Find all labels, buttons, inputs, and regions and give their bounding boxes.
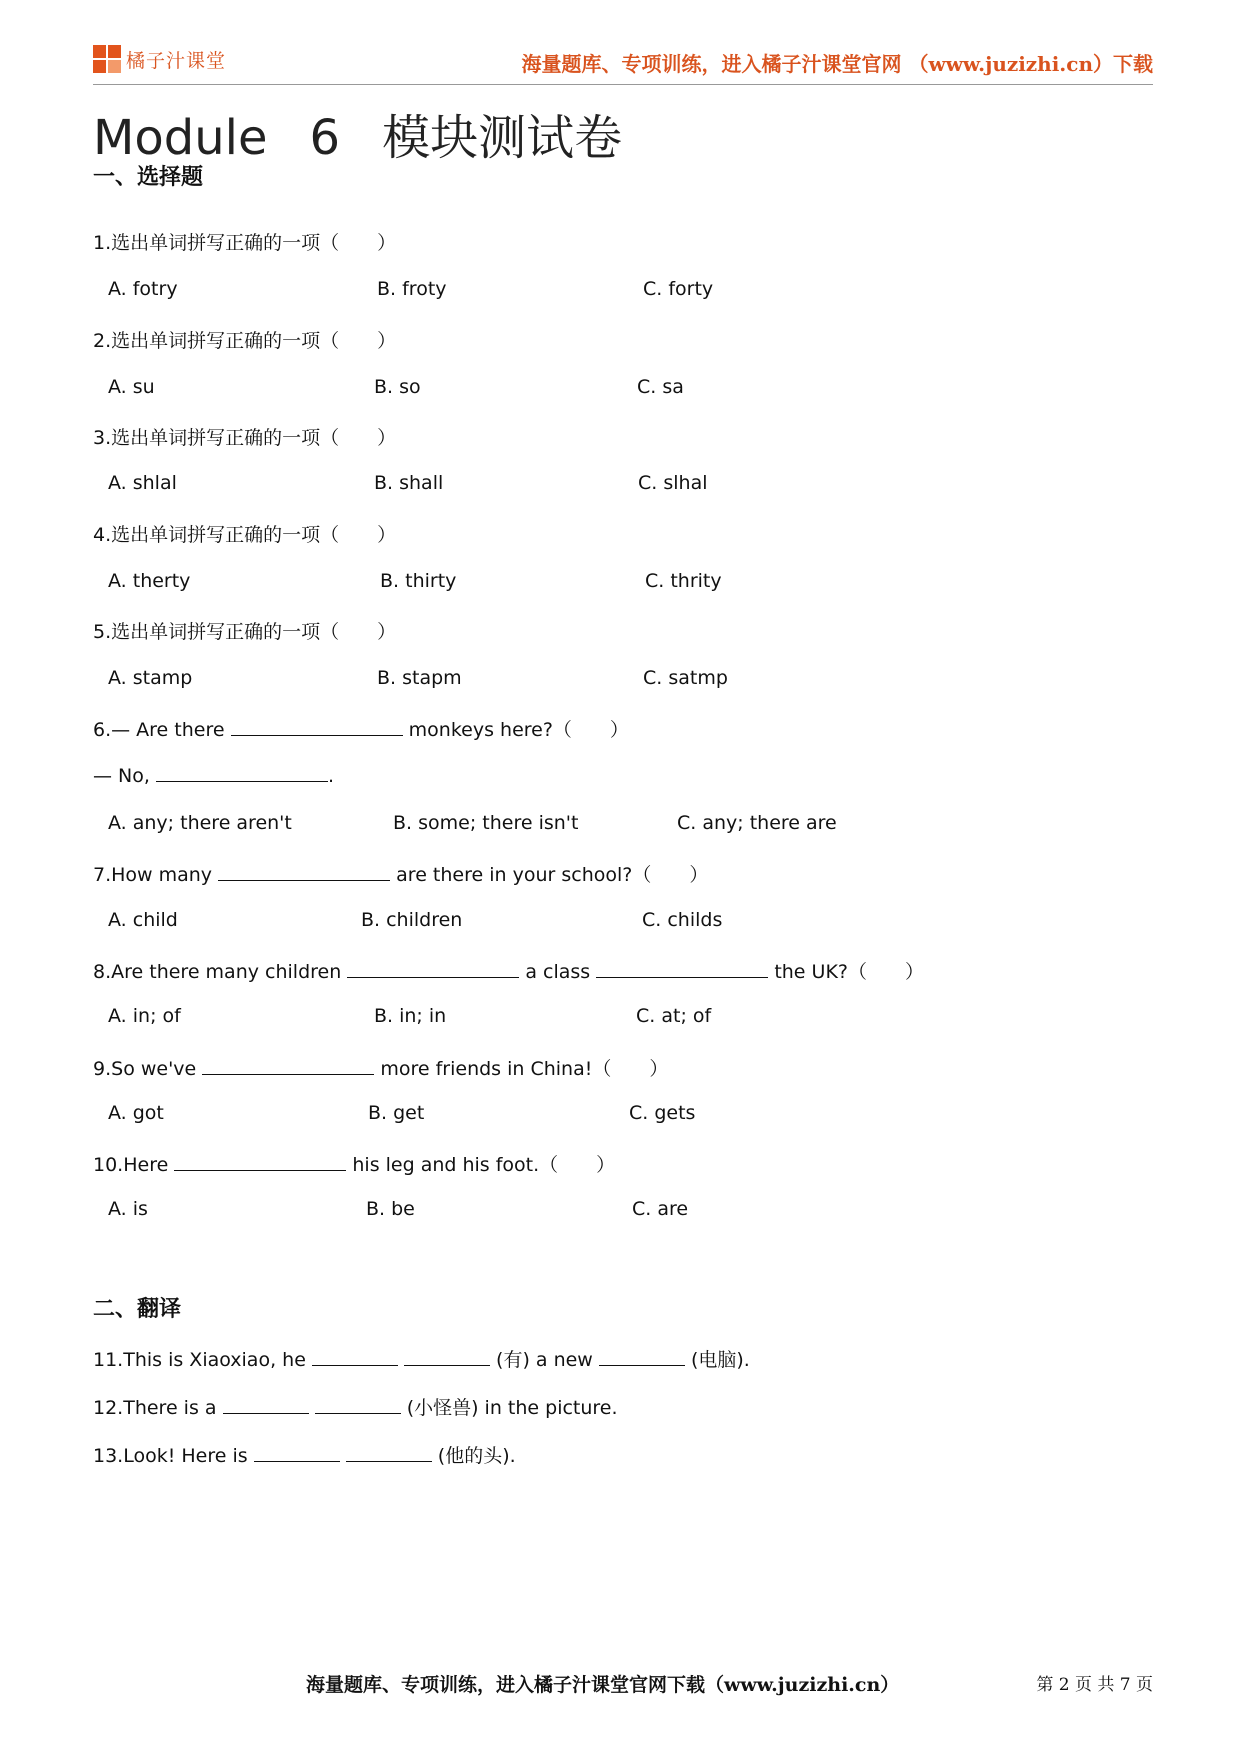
q10-blank — [174, 1152, 346, 1171]
q7-option-a: A. child — [108, 909, 178, 931]
footer-slogan: 海量题库、专项训练，进入橘子汁课堂官网下载（www.juzizhi.cn） — [306, 1674, 900, 1696]
question-8 — [93, 957, 924, 984]
q11-blank-3 — [599, 1347, 685, 1366]
q3-option-c: C. slhal — [638, 472, 708, 494]
q7-blank — [218, 862, 390, 881]
question-2: 2.选出单词拼写正确的一项（ ） — [93, 330, 397, 352]
q6-option-b: B. some; there isn't — [393, 812, 579, 834]
q9-option-a: A. got — [108, 1102, 164, 1124]
q8-text-start: 8.Are there many children — [93, 961, 342, 983]
q13-text-start: 13.Look! Here is — [93, 1445, 248, 1467]
q11-blank-1 — [312, 1347, 398, 1366]
q10-text-start: 10.Here — [93, 1154, 169, 1176]
header-slogan: 海量题库、专项训练，进入橘子汁课堂官网 （www.juzizhi.cn）下载 — [521, 52, 1153, 76]
q8-option-c: C. at; of — [636, 1005, 712, 1027]
title-module: Module — [93, 110, 268, 166]
q12-blank-1 — [223, 1395, 309, 1414]
q12-text-start: 12.There is a — [93, 1397, 217, 1419]
q1-option-c: C. forty — [643, 278, 714, 300]
q8-blank-2 — [596, 959, 768, 978]
q10-option-c: C. are — [632, 1198, 689, 1220]
question-1: 1.选出单词拼写正确的一项（ ） — [93, 232, 397, 254]
q1-option-a: A. fotry — [108, 278, 178, 300]
question-6 — [93, 715, 629, 742]
section-heading-translation: 二、翻译 — [93, 1297, 182, 1322]
q11-text-start: 11.This is Xiaoxiao, he — [93, 1349, 306, 1371]
q1-option-b: B. froty — [377, 278, 447, 300]
q8-option-a: A. in; of — [108, 1005, 181, 1027]
q5-option-a: A. stamp — [108, 667, 193, 689]
question-11 — [93, 1345, 750, 1372]
header-divider — [93, 84, 1153, 85]
q9-text-end: more friends in China!（ ） — [380, 1058, 669, 1080]
question-10 — [93, 1150, 615, 1177]
q10-option-b: B. be — [366, 1198, 415, 1220]
question-7 — [93, 860, 708, 887]
q9-text-start: 9.So we've — [93, 1058, 197, 1080]
question-4: 4.选出单词拼写正确的一项（ ） — [93, 524, 397, 546]
q6-reply-start: — No, — [93, 765, 150, 787]
question-9 — [93, 1054, 668, 1081]
q4-option-b: B. thirty — [380, 570, 457, 592]
q11-text-middle: (有) a new — [496, 1349, 593, 1371]
q4-option-a: A. therty — [108, 570, 191, 592]
q8-blank-1 — [347, 959, 519, 978]
brand-logo — [93, 44, 226, 74]
question-5: 5.选出单词拼写正确的一项（ ） — [93, 621, 397, 643]
q6-reply-end: . — [327, 765, 335, 787]
q11-text-end: (电脑). — [690, 1349, 750, 1371]
q10-text-end: his leg and his foot.（ ） — [352, 1154, 616, 1176]
q6-option-a: A. any; there aren't — [108, 812, 292, 834]
section-heading-choice: 一、选择题 — [93, 165, 204, 190]
q3-option-a: A. shlal — [108, 472, 177, 494]
q2-option-a: A. su — [108, 376, 155, 398]
page-number: 第 2 页 共 7 页 — [1036, 1675, 1153, 1695]
q11-blank-2 — [404, 1347, 490, 1366]
q7-option-c: C. childs — [642, 909, 723, 931]
page-header — [93, 40, 1153, 84]
q7-text-start: 7.How many — [93, 864, 213, 886]
q3-option-b: B. shall — [374, 472, 444, 494]
q6-text-start: 6.— Are there — [93, 719, 225, 741]
title-name: 模块测试卷 — [382, 110, 623, 166]
q9-blank — [202, 1056, 374, 1075]
q8-option-b: B. in; in — [374, 1005, 447, 1027]
q8-text-middle: a class — [525, 961, 591, 983]
q13-text-end: (他的头). — [437, 1445, 516, 1467]
q12-blank-2 — [315, 1395, 401, 1414]
q2-option-c: C. sa — [637, 376, 684, 398]
q4-option-c: C. thrity — [645, 570, 722, 592]
q8-text-end: the UK?（ ） — [774, 961, 924, 983]
q13-blank-1 — [254, 1443, 340, 1462]
q6-reply-blank — [156, 763, 328, 782]
brand-name: 橘子汁课堂 — [126, 49, 227, 72]
q7-text-end: are there in your school?（ ） — [396, 864, 709, 886]
page-footer — [0, 1670, 1240, 1700]
question-13 — [93, 1441, 516, 1468]
question-6-reply — [93, 763, 334, 787]
question-3: 3.选出单词拼写正确的一项（ ） — [93, 427, 397, 449]
q6-option-c: C. any; there are — [677, 812, 837, 834]
q12-text-end: (小怪兽) in the picture. — [406, 1397, 618, 1419]
q2-option-b: B. so — [374, 376, 421, 398]
q13-blank-2 — [346, 1443, 432, 1462]
title-number: 6 — [309, 110, 341, 166]
q5-option-b: B. stapm — [377, 667, 462, 689]
q6-blank — [231, 717, 403, 736]
q10-option-a: A. is — [108, 1198, 148, 1220]
question-12 — [93, 1393, 618, 1420]
q9-option-c: C. gets — [629, 1102, 696, 1124]
q6-text-end: monkeys here?（ ） — [408, 719, 629, 741]
q5-option-c: C. satmp — [643, 667, 728, 689]
q7-option-b: B. children — [361, 909, 463, 931]
logo-icon — [93, 45, 121, 73]
q9-option-b: B. get — [368, 1102, 425, 1124]
